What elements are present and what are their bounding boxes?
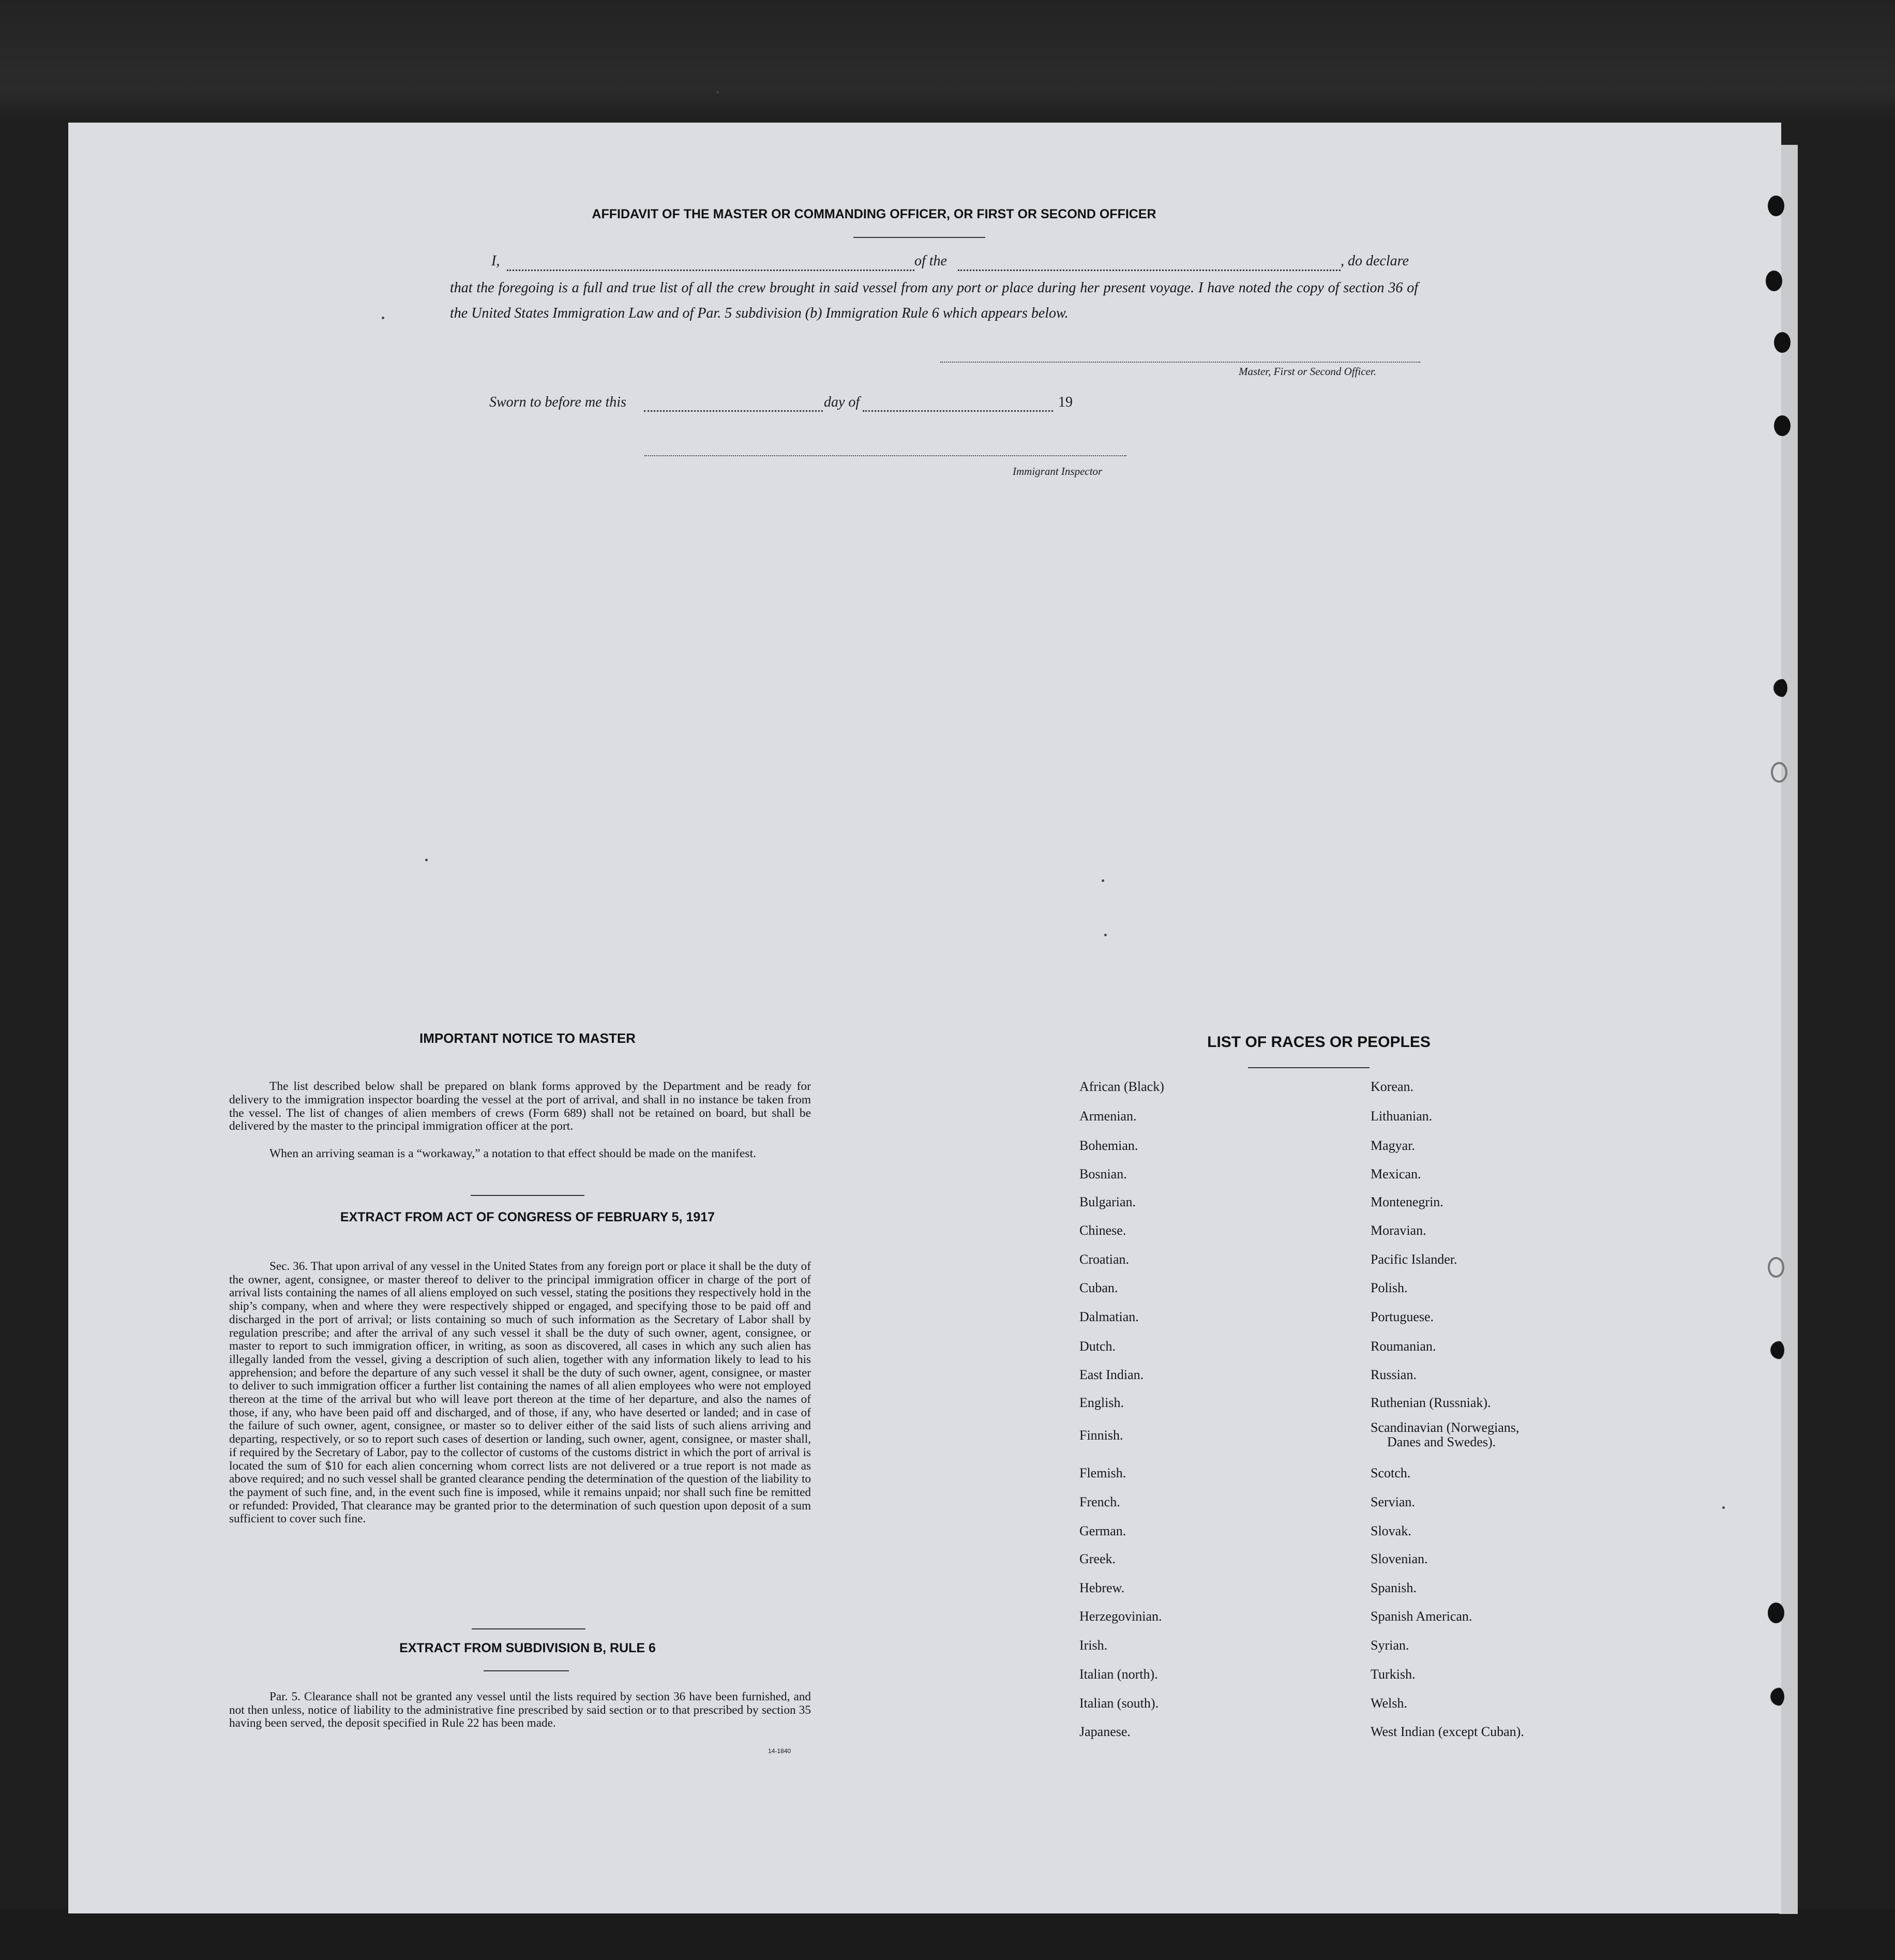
sworn-day-of: day of bbox=[824, 394, 860, 410]
punch-hole-icon bbox=[1768, 1257, 1784, 1278]
race-item: Croatian. bbox=[1079, 1252, 1130, 1267]
race-item: Slovenian. bbox=[1371, 1551, 1428, 1566]
act-text: Sec. 36. That upon arrival of any vessel in the United States from any foreign port or place it shall be the duty of the owner, agent, consignee, or master thereof to deliver to the principal immigration officer in charge of the port of arrival lists containing the names of all aliens employed on such vessel, stating the positions they respectively hold in the ship’s company, when and where they were respectively shipped or engaged, and specifying those to be paid off and discharged in the port of arrival; or lists containing so much of such information as the Secretary of Labor shall by regulation prescribe; and after the arrival of any such vessel it shall be the duty of such owner, agent, consignee, or master to report to such immigration officer, in writing, as soon as discovered, all cases in which any such alien has illegally landed from the vessel, giving a description of such alien, together with any information likely to lead to his apprehension; and before the departure of any such vessel it shall be the duty of such owner, agent, consignee, or master to deliver to such immigration officer a further list containing the names of all alien employees who were not employed thereon at the time of the arrival but who will leave port thereon at the time of her departure, and also the names of those, if any, who have been paid off and discharged, and of those, if any, who have deserted or landed; and in case of the failure of such owner, agent, consignee, or master so to deliver either of the said lists of such aliens arriving and departing, respectively, or so to report such cases of desertion or landing, such owner, agent, consignee, or master shall, if required by the Secretary of Labor, pay to the collector of customs of the customs district in which the port of arrival is located the sum of $10 for each alien concerning whom correct lists are not delivered or a true report is not made as above required; and no such vessel shall be granted clearance pending the determination of the question of the liability to the payment of such fine, and, in the event such fine is imposed, while it remains unpaid; nor shall such fine be remitted or refunded: Provided, That clearance may be granted prior to the determination of such question upon deposit of a sum sufficient to cover such fine. bbox=[229, 1260, 811, 1526]
race-item: Armenian. bbox=[1079, 1109, 1137, 1124]
sworn-year: 19 bbox=[1058, 394, 1073, 410]
race-item: Cuban. bbox=[1079, 1280, 1118, 1295]
race-item: Dutch. bbox=[1079, 1339, 1116, 1354]
race-item: Mexican. bbox=[1371, 1166, 1421, 1181]
race-item: Slovak. bbox=[1371, 1523, 1411, 1538]
race-item: Italian (south). bbox=[1079, 1696, 1159, 1711]
master-signature-label: Master, First or Second Officer. bbox=[1239, 365, 1376, 378]
race-item: Moravian. bbox=[1371, 1223, 1426, 1238]
affidavit-body: that the foregoing is a full and true list of all the crew brought in said vessel from any port or place during her present voyage. I have noted the copy of section 36 of the United States Immigration Law and of Par. 5 subdivision (b) Immigration Rule 6 which appears below. bbox=[450, 280, 1418, 321]
races-title: LIST OF RACES OR PEOPLES bbox=[1207, 1034, 1431, 1051]
master-signature-line[interactable] bbox=[940, 362, 1420, 363]
punch-hole-icon bbox=[1774, 332, 1791, 353]
scan-speck bbox=[425, 859, 428, 861]
affidavit-do-declare-label: , do declare bbox=[1341, 253, 1409, 269]
notice-title: IMPORTANT NOTICE TO MASTER bbox=[419, 1030, 636, 1046]
scan-speck bbox=[1102, 879, 1104, 882]
race-item: German. bbox=[1079, 1523, 1126, 1538]
sworn-month-field[interactable] bbox=[863, 410, 1053, 412]
race-item: Japanese. bbox=[1079, 1724, 1131, 1739]
notice-paragraph-2 bbox=[229, 1147, 811, 1161]
race-item: Turkish. bbox=[1371, 1667, 1416, 1682]
scan-speck bbox=[1722, 1506, 1725, 1509]
punch-hole-icon bbox=[1771, 762, 1787, 783]
race-item: Spanish American. bbox=[1371, 1609, 1472, 1624]
race-item: Syrian. bbox=[1371, 1638, 1409, 1653]
race-item: Bosnian. bbox=[1079, 1166, 1127, 1181]
race-item: East Indian. bbox=[1079, 1367, 1144, 1382]
rule6-text: Par. 5. Clearance shall not be granted any vessel until the lists required by section 36 have been furnished, and not then unless, notice of liability to the administrative fine prescribed by said section or to that prescribed by section 35 having been served, the deposit specified in Rule 22 has been made. bbox=[229, 1690, 811, 1730]
race-item: Herzegovinian. bbox=[1079, 1609, 1162, 1624]
race-item: Servian. bbox=[1371, 1494, 1415, 1509]
inspector-signature-line[interactable] bbox=[644, 455, 1126, 456]
act-top-rule bbox=[471, 1195, 584, 1196]
punch-hole-icon bbox=[1774, 415, 1791, 436]
rule6-title: EXTRACT FROM SUBDIVISION B, RULE 6 bbox=[399, 1641, 656, 1655]
notice-text-1: The list described below shall be prepared on blank forms approved by the Department and be ready for delivery to the immigration inspector boarding the vessel at the port of arrival, and shall in no instance be taken from the vessel. The list of changes of alien members of crews (Form 689) shall not be retained on board, but shall be delivered by the master to the principal immigration officer at the port. bbox=[229, 1080, 811, 1133]
race-item: Bohemian. bbox=[1079, 1138, 1138, 1153]
scan-speck bbox=[716, 91, 719, 94]
punch-hole-icon bbox=[1768, 1340, 1784, 1360]
race-item: Hebrew. bbox=[1079, 1580, 1125, 1595]
race-item: Portuguese. bbox=[1371, 1309, 1434, 1324]
race-item: Russian. bbox=[1371, 1367, 1417, 1382]
inspector-label: Immigrant Inspector bbox=[1013, 465, 1103, 477]
race-item: African (Black) bbox=[1079, 1079, 1164, 1094]
race-item: Flemish. bbox=[1079, 1465, 1126, 1480]
underlying-page-edge bbox=[1779, 145, 1798, 1914]
affidavit-of-the-label: of the bbox=[914, 253, 947, 269]
race-item: Spanish. bbox=[1371, 1580, 1417, 1595]
vessel-name-field[interactable] bbox=[958, 270, 1341, 271]
race-item: Chinese. bbox=[1079, 1223, 1126, 1238]
affidavit-i-label: I, bbox=[491, 253, 500, 269]
master-name-field[interactable] bbox=[507, 270, 914, 271]
notice-text-2: When an arriving seaman is a “workaway,” a notation to that effect should be made on the manifest. bbox=[269, 1147, 756, 1160]
microfilm-bottom-border bbox=[0, 1909, 1895, 1960]
notice-paragraph-1 bbox=[229, 1080, 811, 1133]
race-item: English. bbox=[1079, 1395, 1124, 1410]
race-item: Greek. bbox=[1079, 1551, 1116, 1566]
form-number: 14-1840 bbox=[768, 1747, 791, 1755]
race-item: West Indian (except Cuban). bbox=[1371, 1724, 1524, 1739]
race-item: Polish. bbox=[1371, 1280, 1408, 1295]
race-item: Dalmatian. bbox=[1079, 1309, 1139, 1324]
race-item: Scandinavian (Norwegians, bbox=[1371, 1420, 1520, 1435]
microfilm-top-border bbox=[0, 0, 1895, 124]
races-title-rule bbox=[1248, 1067, 1370, 1068]
act-title: EXTRACT FROM ACT OF CONGRESS OF FEBRUARY 5, 1917 bbox=[340, 1210, 715, 1224]
punch-hole-icon bbox=[1766, 271, 1782, 291]
scan-speck bbox=[1104, 934, 1107, 936]
rule6-top-rule bbox=[472, 1628, 585, 1629]
race-item: French. bbox=[1079, 1494, 1120, 1509]
race-item: Scotch. bbox=[1371, 1465, 1411, 1480]
race-item: Roumanian. bbox=[1371, 1339, 1436, 1354]
race-item: Korean. bbox=[1371, 1079, 1414, 1094]
race-item-continuation: Danes and Swedes). bbox=[1387, 1434, 1496, 1449]
race-item: Pacific Islander. bbox=[1371, 1252, 1457, 1267]
affidavit-title: AFFIDAVIT OF THE MASTER OR COMMANDING OFFICER, OR FIRST OR SECOND OFFICER bbox=[592, 207, 1156, 221]
sworn-day-field[interactable] bbox=[644, 410, 823, 412]
race-item: Welsh. bbox=[1371, 1696, 1407, 1711]
race-item: Italian (north). bbox=[1079, 1667, 1158, 1682]
race-item: Irish. bbox=[1079, 1638, 1108, 1653]
race-item: Finnish. bbox=[1079, 1428, 1123, 1443]
race-item: Bulgarian. bbox=[1079, 1194, 1136, 1209]
punch-hole-icon bbox=[1768, 196, 1784, 216]
act-section-36 bbox=[229, 1260, 811, 1526]
rule6-paragraph bbox=[229, 1690, 811, 1730]
scan-speck bbox=[382, 317, 384, 319]
sworn-prefix: Sworn to before me this bbox=[489, 394, 626, 410]
race-item: Lithuanian. bbox=[1371, 1109, 1433, 1124]
punch-hole-icon bbox=[1768, 1603, 1784, 1623]
race-item: Magyar. bbox=[1371, 1138, 1415, 1153]
affidavit-title-rule bbox=[853, 237, 985, 238]
rule6-bottom-rule bbox=[484, 1670, 569, 1671]
race-item: Ruthenian (Russniak). bbox=[1371, 1395, 1491, 1410]
race-item: Montenegrin. bbox=[1371, 1194, 1443, 1209]
punch-hole-icon bbox=[1768, 1686, 1784, 1707]
punch-hole-icon bbox=[1771, 678, 1787, 698]
